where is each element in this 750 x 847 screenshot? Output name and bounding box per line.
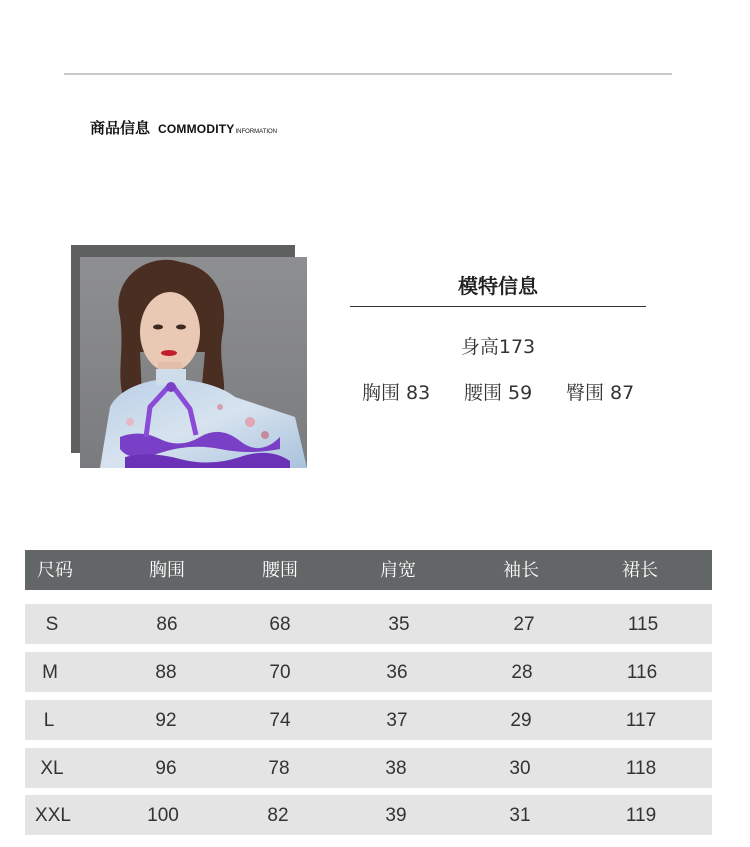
model-waist: 腰围 59 xyxy=(464,382,533,404)
cell-length: 115 xyxy=(627,614,659,635)
model-height: 身高173 xyxy=(460,336,536,358)
cell-shoulder: 38 xyxy=(385,758,407,779)
cell-sleeve: 27 xyxy=(513,614,535,635)
cell-shoulder: 39 xyxy=(385,805,407,826)
cell-size: XL xyxy=(40,758,64,779)
section-title-cn: 商品信息 xyxy=(90,119,151,137)
cell-bust: 92 xyxy=(155,710,177,731)
cell-size: L xyxy=(43,710,55,731)
size-table-header xyxy=(25,550,712,590)
cell-waist: 70 xyxy=(269,662,291,683)
cell-size: XXL xyxy=(35,805,71,826)
cell-size: M xyxy=(42,662,58,683)
table-row xyxy=(25,795,712,835)
cell-waist: 82 xyxy=(267,805,289,826)
header-bust: 胸围 xyxy=(149,560,185,581)
cell-waist: 74 xyxy=(269,710,291,731)
table-row xyxy=(25,652,712,692)
header-waist: 腰围 xyxy=(262,560,298,581)
cell-shoulder: 36 xyxy=(386,662,408,683)
cell-length: 118 xyxy=(625,758,657,779)
cell-size: S xyxy=(45,614,59,635)
model-info-title: 模特信息 xyxy=(458,274,538,298)
cell-bust: 100 xyxy=(147,805,179,826)
table-row xyxy=(25,748,712,788)
table-row xyxy=(25,604,712,644)
cell-bust: 96 xyxy=(155,758,177,779)
cell-sleeve: 30 xyxy=(509,758,531,779)
section-title xyxy=(90,117,277,138)
section-title-en: COMMODITY xyxy=(158,122,235,136)
header-shoulder: 肩宽 xyxy=(380,560,416,581)
cell-waist: 78 xyxy=(268,758,290,779)
model-photo xyxy=(80,257,307,468)
cell-length: 119 xyxy=(625,805,657,826)
header-length: 裙长 xyxy=(622,560,658,581)
table-row xyxy=(25,700,712,740)
header-size: 尺码 xyxy=(37,560,73,581)
cell-sleeve: 28 xyxy=(511,662,533,683)
cell-bust: 88 xyxy=(155,662,177,683)
top-divider xyxy=(64,73,672,75)
cell-shoulder: 35 xyxy=(388,614,410,635)
model-bust: 胸围 83 xyxy=(362,382,431,404)
cell-waist: 68 xyxy=(269,614,291,635)
section-title-en-small: INFORMATION xyxy=(235,129,278,135)
header-sleeve: 袖长 xyxy=(503,560,539,581)
cell-bust: 86 xyxy=(156,614,178,635)
cell-sleeve: 29 xyxy=(510,710,532,731)
cell-length: 117 xyxy=(625,710,657,731)
cell-shoulder: 37 xyxy=(386,710,408,731)
model-info-divider xyxy=(350,306,646,307)
cell-sleeve: 31 xyxy=(509,805,531,826)
model-hips: 臀围 87 xyxy=(566,382,635,404)
cell-length: 116 xyxy=(626,662,658,683)
